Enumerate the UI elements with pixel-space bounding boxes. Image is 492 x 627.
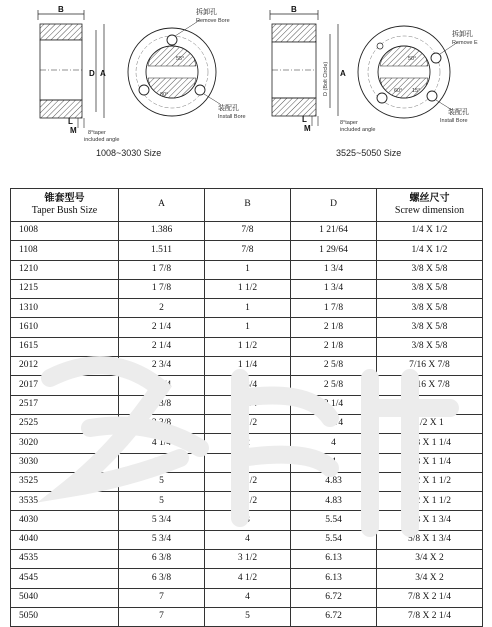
cell-b: 2 1/2 xyxy=(205,414,291,433)
cell-b: 4 1/2 xyxy=(205,569,291,588)
cell-size: 3020 xyxy=(11,434,119,453)
table-row xyxy=(11,357,483,376)
cell-size: 1008 xyxy=(11,222,119,241)
right-dim-m: M xyxy=(304,124,311,133)
cell-size: 3535 xyxy=(11,492,119,511)
table-header-row xyxy=(11,189,483,222)
cell-size: 5040 xyxy=(11,588,119,607)
cell-size: 1215 xyxy=(11,279,119,298)
cell-a: 1 7/8 xyxy=(119,260,205,279)
size-header-en: Taper Bush Size xyxy=(31,205,98,216)
table-row xyxy=(11,607,483,626)
cell-size: 3030 xyxy=(11,453,119,472)
right-angle-2: 60° xyxy=(394,88,403,94)
cell-b: 3 1/2 xyxy=(205,550,291,569)
left-dim-m: M xyxy=(70,126,77,135)
cell-screw: 3/8 X 5/8 xyxy=(377,279,483,298)
cell-b: 1 3/4 xyxy=(205,395,291,414)
taper-bush-spec-table xyxy=(10,188,483,627)
cell-screw: 1/4 X 1/2 xyxy=(377,241,483,260)
cell-size: 3525 xyxy=(11,472,119,491)
cell-d: 3 1/4 xyxy=(291,395,377,414)
cell-a: 7 xyxy=(119,588,205,607)
cell-b: 1 xyxy=(205,299,291,318)
cell-b: 1 xyxy=(205,318,291,337)
cell-a: 7 xyxy=(119,607,205,626)
right-taper-label: 8°taper xyxy=(340,120,358,126)
right-install-cn: 装配孔 xyxy=(448,109,469,116)
cell-screw: 5/8 X 1 1/4 xyxy=(377,453,483,472)
cell-d: 2 1/8 xyxy=(291,337,377,356)
cell-a: 3 3/8 xyxy=(119,414,205,433)
cell-b: 1 1/2 xyxy=(205,337,291,356)
cell-d: 6.72 xyxy=(291,588,377,607)
cell-screw: 3/4 X 2 xyxy=(377,550,483,569)
cell-b: 3 1/2 xyxy=(205,492,291,511)
cell-d: 1 21/64 xyxy=(291,222,377,241)
cell-d: 6.13 xyxy=(291,569,377,588)
left-taper-label-2: included angle xyxy=(84,137,120,143)
cell-d: 2 1/8 xyxy=(291,318,377,337)
table-body xyxy=(11,222,483,627)
cell-screw: 3/8 X 5/8 xyxy=(377,299,483,318)
table-row xyxy=(11,569,483,588)
cell-size: 4040 xyxy=(11,530,119,549)
right-dim-b: B xyxy=(291,5,297,14)
cell-b: 4 xyxy=(205,530,291,549)
cell-screw: 1/2 X 1 xyxy=(377,414,483,433)
table-row xyxy=(11,241,483,260)
col-header-a: A xyxy=(119,189,205,222)
cell-size: 1310 xyxy=(11,299,119,318)
cell-a: 2 3/4 xyxy=(119,376,205,395)
left-size-caption: 1008~3030 Size xyxy=(96,148,162,158)
left-taper-label: 8°taper xyxy=(88,130,106,136)
right-remove-en: Remove E xyxy=(452,40,478,46)
left-remove-en: Remove Bore xyxy=(196,18,230,24)
right-dim-l: L xyxy=(302,115,307,124)
cell-a: 4 1/4 xyxy=(119,453,205,472)
cell-d: 4 xyxy=(291,453,377,472)
table-row xyxy=(11,299,483,318)
table-row xyxy=(11,492,483,511)
cell-screw: 3/8 X 5/8 xyxy=(377,260,483,279)
cell-a: 2 xyxy=(119,299,205,318)
cell-b: 7/8 xyxy=(205,222,291,241)
cell-b: 1 xyxy=(205,260,291,279)
table-row xyxy=(11,414,483,433)
size-header-cn: 锥套型号 xyxy=(44,193,85,204)
right-taper-label-2: included angle xyxy=(340,127,376,133)
cell-b: 5 xyxy=(205,607,291,626)
cell-a: 5 3/4 xyxy=(119,530,205,549)
cell-b: 1 3/4 xyxy=(205,376,291,395)
cell-screw: 5/8 X 1 1/4 xyxy=(377,434,483,453)
cell-d: 4.83 xyxy=(291,492,377,511)
left-front-view xyxy=(128,7,246,120)
left-install-cn: 装配孔 xyxy=(218,105,239,112)
left-dim-l: L xyxy=(68,117,73,126)
cell-d: 4 xyxy=(291,434,377,453)
left-dim-d: D xyxy=(89,69,95,78)
cell-screw: 5/8 X 1 3/4 xyxy=(377,530,483,549)
cell-b: 1 1/2 xyxy=(205,279,291,298)
cell-d: 1 7/8 xyxy=(291,299,377,318)
table-row xyxy=(11,472,483,491)
table-row xyxy=(11,453,483,472)
cell-a: 2 3/4 xyxy=(119,357,205,376)
table-row xyxy=(11,511,483,530)
cell-a: 1.386 xyxy=(119,222,205,241)
left-side-view xyxy=(38,5,119,143)
cell-size: 5050 xyxy=(11,607,119,626)
col-header-b: B xyxy=(205,189,291,222)
cell-size: 2517 xyxy=(11,395,119,414)
cell-b: 3 xyxy=(205,453,291,472)
cell-d: 6.13 xyxy=(291,550,377,569)
cell-d: 3 1/4 xyxy=(291,414,377,433)
cell-size: 1108 xyxy=(11,241,119,260)
technical-drawings xyxy=(0,0,492,170)
cell-d: 2 5/8 xyxy=(291,376,377,395)
table-row xyxy=(11,318,483,337)
cell-b: 2 1/2 xyxy=(205,472,291,491)
cell-screw: 3/8 X 5/8 xyxy=(377,318,483,337)
spec-table-container xyxy=(10,188,482,627)
cell-screw: 7/16 X 7/8 xyxy=(377,357,483,376)
cell-a: 5 xyxy=(119,472,205,491)
right-angle-3: 15° xyxy=(412,88,421,94)
cell-size: 4030 xyxy=(11,511,119,530)
left-angle-1: 55° xyxy=(176,56,185,62)
cell-a: 4 1/4 xyxy=(119,434,205,453)
cell-screw: 3/4 X 2 xyxy=(377,569,483,588)
cell-a: 1 7/8 xyxy=(119,279,205,298)
left-remove-cn: 拆卸孔 xyxy=(196,9,217,16)
cell-a: 5 xyxy=(119,492,205,511)
cell-a: 6 3/8 xyxy=(119,550,205,569)
cell-b: 3 xyxy=(205,511,291,530)
table-row xyxy=(11,434,483,453)
cell-screw: 5/8 X 1 3/4 xyxy=(377,511,483,530)
cell-size: 1210 xyxy=(11,260,119,279)
cell-d: 6.72 xyxy=(291,607,377,626)
cell-a: 5 3/4 xyxy=(119,511,205,530)
cell-screw: 1/2 X 1 1/2 xyxy=(377,492,483,511)
screw-header-cn: 螺丝尺寸 xyxy=(409,193,450,204)
right-install-en: Install Bore xyxy=(440,118,468,124)
left-install-en: Install Bore xyxy=(218,114,246,120)
cell-size: 2525 xyxy=(11,414,119,433)
right-remove-cn: 拆卸孔 xyxy=(452,31,473,38)
cell-b: 1 1/4 xyxy=(205,357,291,376)
table-row xyxy=(11,588,483,607)
cell-size: 2017 xyxy=(11,376,119,395)
cell-a: 3 3/8 xyxy=(119,395,205,414)
cell-size: 1615 xyxy=(11,337,119,356)
right-front-view xyxy=(358,26,478,124)
cell-screw: 7/16 X 7/8 xyxy=(377,376,483,395)
right-size-caption: 3525~5050 Size xyxy=(336,148,402,158)
table-row xyxy=(11,279,483,298)
cell-size: 4535 xyxy=(11,550,119,569)
col-header-screw xyxy=(377,189,483,222)
cell-d: 1 3/4 xyxy=(291,260,377,279)
cell-screw: 3/8 X 5/8 xyxy=(377,337,483,356)
col-header-d: D xyxy=(291,189,377,222)
cell-a: 6 3/8 xyxy=(119,569,205,588)
cell-a: 1.511 xyxy=(119,241,205,260)
cell-b: 4 xyxy=(205,588,291,607)
table-row xyxy=(11,376,483,395)
left-angle-2: 80° xyxy=(160,92,169,98)
table-row xyxy=(11,260,483,279)
cell-screw: 1/2 X 1 1/2 xyxy=(377,472,483,491)
table-row xyxy=(11,550,483,569)
left-dim-a: A xyxy=(100,69,106,78)
cell-b: 2 xyxy=(205,434,291,453)
right-angle-1: 50° xyxy=(408,56,417,62)
cell-d: 5.54 xyxy=(291,530,377,549)
table-row xyxy=(11,530,483,549)
cell-screw: 1/2 X 1 xyxy=(377,395,483,414)
cell-screw: 1/4 X 1/2 xyxy=(377,222,483,241)
cell-d: 2 5/8 xyxy=(291,357,377,376)
cell-size: 1610 xyxy=(11,318,119,337)
table-row xyxy=(11,395,483,414)
cell-d: 1 29/64 xyxy=(291,241,377,260)
cell-screw: 7/8 X 2 1/4 xyxy=(377,607,483,626)
screw-header-en: Screw dimension xyxy=(394,205,465,216)
cell-screw: 7/8 X 2 1/4 xyxy=(377,588,483,607)
cell-size: 4545 xyxy=(11,569,119,588)
cell-size: 2012 xyxy=(11,357,119,376)
cell-d: 4.83 xyxy=(291,472,377,491)
right-dim-d: D (Bolt Circle) xyxy=(323,61,329,96)
cell-d: 1 3/4 xyxy=(291,279,377,298)
left-dim-b: B xyxy=(58,5,64,14)
right-dim-a: A xyxy=(340,69,346,78)
table-row xyxy=(11,222,483,241)
cell-a: 2 1/4 xyxy=(119,337,205,356)
table-row xyxy=(11,337,483,356)
cell-d: 5.54 xyxy=(291,511,377,530)
cell-b: 7/8 xyxy=(205,241,291,260)
col-header-size xyxy=(11,189,119,222)
cell-a: 2 1/4 xyxy=(119,318,205,337)
